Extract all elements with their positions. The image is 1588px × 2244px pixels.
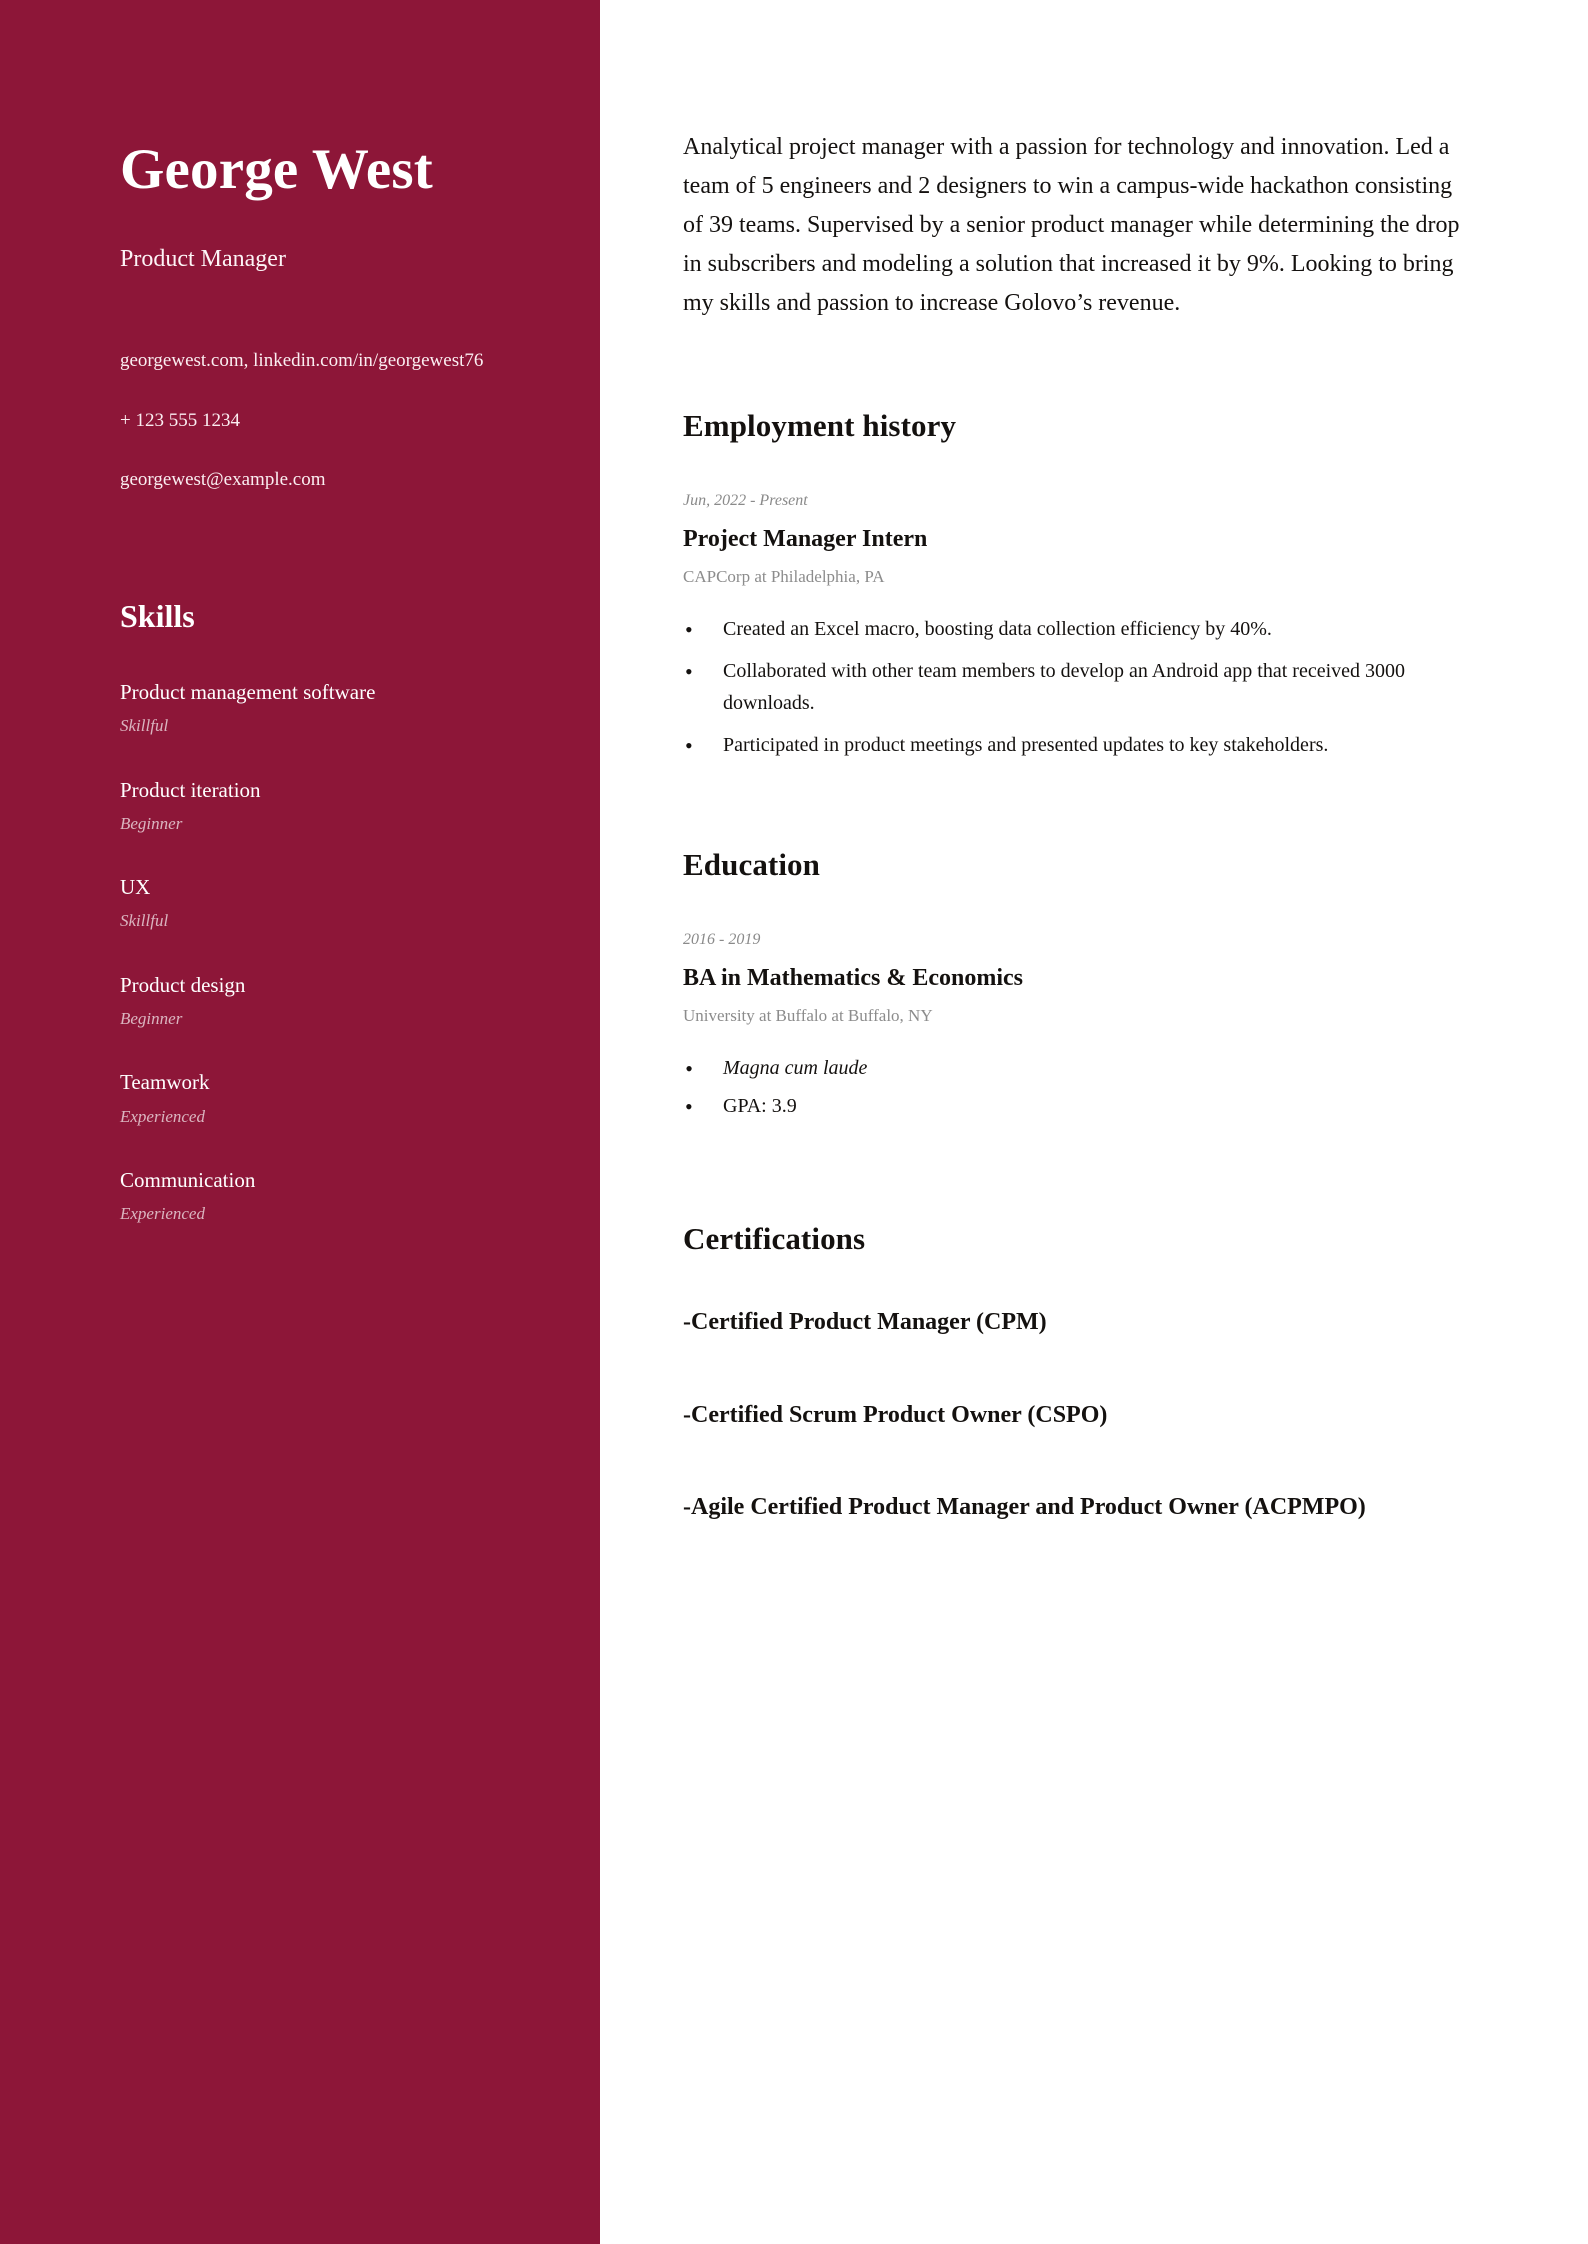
skill-name: Product iteration <box>120 777 261 802</box>
skills-heading: Skills <box>120 597 195 634</box>
list-item: • Magna cum laude <box>683 1052 1468 1084</box>
certification-item: -Certified Product Manager (CPM) <box>683 1308 1047 1335</box>
skill-name: Communication <box>120 1168 256 1193</box>
skill-item <box>120 972 560 1030</box>
skill-level: Skillful <box>120 911 169 931</box>
skill-level: Beginner <box>120 1009 183 1029</box>
candidate-job-title: Product Manager <box>120 245 286 272</box>
skill-name: Product design <box>120 972 246 997</box>
list-item: • Created an Excel macro, boosting data collection efficiency by 40%. <box>683 613 1468 645</box>
employment-entry-date: Jun, 2022 - Present <box>683 492 808 510</box>
skill-name: UX <box>120 875 151 900</box>
skill-item <box>120 1069 560 1127</box>
contact-email[interactable]: georgewest@example.com <box>120 469 326 491</box>
education-entry <box>683 931 1468 1123</box>
education-entry-institution: University at Buffalo at Buffalo, NY <box>683 1005 933 1025</box>
list-item: • Collaborated with other team members to develop an Android app that received 3000 downloads. <box>683 655 1468 720</box>
education-entry-degree: BA in Mathematics & Economics <box>683 964 1023 991</box>
employment-entry <box>683 492 1468 761</box>
education-entry-date: 2016 - 2019 <box>683 930 761 948</box>
sidebar <box>0 0 600 2244</box>
list-item: • Participated in product meetings and presented updates to key stakeholders. <box>683 729 1468 761</box>
skill-name: Product management software <box>120 679 376 704</box>
skill-level: Beginner <box>120 813 183 833</box>
education-section <box>683 847 1468 1123</box>
certification-item: -Certified Scrum Product Owner (CSPO) <box>683 1401 1108 1428</box>
education-heading: Education <box>683 846 820 882</box>
certification-item: -Agile Certified Product Manager and Product Owner (ACPMPO) <box>683 1494 1366 1521</box>
employment-entry-title: Project Manager Intern <box>683 526 928 553</box>
skills-list <box>120 679 560 1225</box>
employment-entry-bullets <box>683 613 1468 761</box>
main-column <box>600 0 1588 2244</box>
skill-name: Teamwork <box>120 1070 210 1095</box>
skill-item <box>120 1167 560 1225</box>
skill-level: Skillful <box>120 716 169 736</box>
contact-phone[interactable]: + 123 555 1234 <box>120 409 240 431</box>
list-item: • GPA: 3.9 <box>683 1090 1468 1122</box>
contact-websites[interactable]: georgewest.com, linkedin.com/in/georgewest76 <box>120 349 484 371</box>
skill-item <box>120 874 560 932</box>
skill-level: Experienced <box>120 1106 205 1126</box>
professional-summary: Analytical project manager with a passion for technology and innovation. Led a team of 5 engineers and 2 designers to win a campus-wide hackathon consisting of 39 teams. Supervised by a senior product manager while determining the drop in subscribers and modeling a solution that increased it by 9%. Looking to bring my skills and passion to increase Golovo’s revenue. <box>683 134 1460 316</box>
education-entry-bullets <box>683 1052 1468 1123</box>
candidate-name: George West <box>120 138 433 201</box>
certifications-heading: Certifications <box>683 1220 866 1256</box>
skill-level: Experienced <box>120 1204 205 1224</box>
employment-history-section <box>683 408 1468 761</box>
skill-item <box>120 777 560 835</box>
employment-entry-organization: CAPCorp at Philadelphia, PA <box>683 567 885 587</box>
employment-history-heading: Employment history <box>683 408 957 444</box>
certifications-section <box>683 1221 1468 1525</box>
skill-item <box>120 679 560 737</box>
contact-block <box>120 349 560 493</box>
